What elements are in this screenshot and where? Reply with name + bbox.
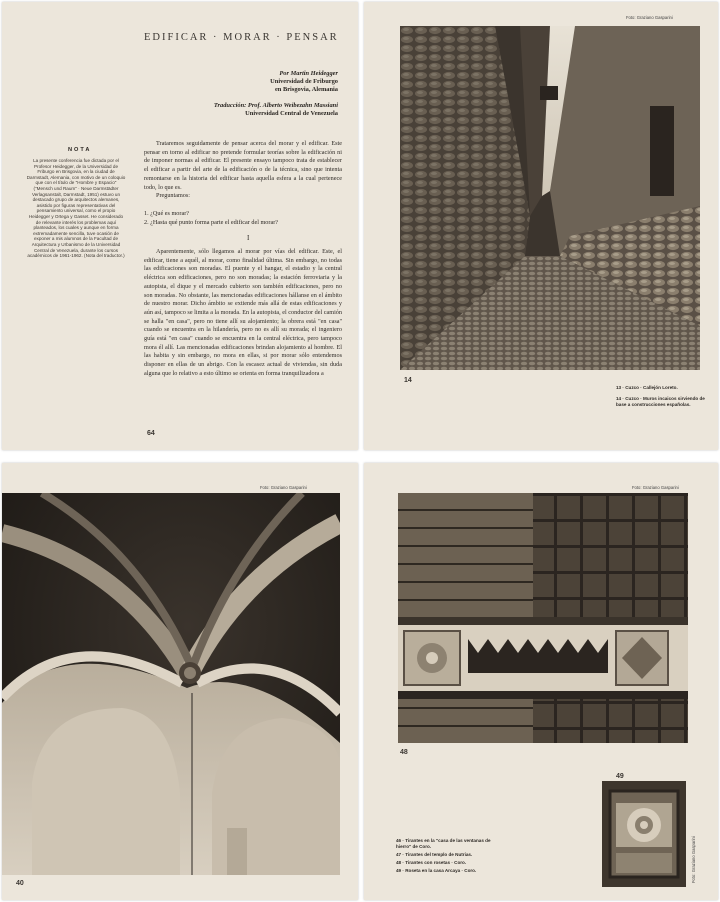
translator-name: Traducción: Prof. Alberto Weibezahn Massiani [213,102,338,109]
roseta-image [602,781,686,887]
page-64 [2,2,358,450]
note-heading: NOTA [68,147,92,153]
figure-number: 14 [404,377,412,384]
vaulted-ceiling-photo [2,493,340,875]
body-paragraph [144,248,342,379]
caption-14: 14 · Cuzco · Muros incaicos sirviendo de base a construcciones españolas. [616,396,705,407]
caption-13: 13 · Cuzco · Callejón Loreto. [616,385,678,390]
section-numeral: I [247,234,250,242]
photo-credit: Foto: Graziano Gasparini [260,485,307,490]
translator-block [214,102,338,118]
cuzco-alley-photo [400,26,700,370]
body-text: Aparentemente, sólo llegamos al morar por vías del edificar. Este, el edificar, tiene a aquél, al morar, como finalidad última. Sin embargo, no todas las edificaciones son moradas. El puente y el hangar, el estadio y la central eléctrica son edificaciones, pero no son moradas; la estación ferroviaria y la autopista, el dique y el mercado cubierto son también edificaciones, pero no son moradas. No obstante, las mencionadas edificaciones hállanse en el ámbito de nuestro morar. Dicho ámbito se extiende más allá de estas edificaciones y aún así, tampoco se limita a la morada. En la autopista, el conductor del camión se halla "en casa", pero no tiene allí su alojamiento; la obrera está "en casa" cuando se encuentra en la hilandería, pero no es allí su morada; el ingeniero guía está "en casa" cuando se encuentra en la central eléctrica, pero tampoco mora él allí. Las mencionadas edificaciones brindan alojamiento al hombre. El las habita y sin embargo, no mora en ellas, si por morar sólo entendemos disponer en ellas de un abrigo. Con la escasez actual de viviendas, sin duda alguna que lo relativo a esto último se orienta en forma tranquilizadora a [144,248,342,377]
author-name: Por Martin Heidegger [279,70,338,77]
author-affiliation-2: en Brisgovia, Alemania [274,86,338,93]
translator-note: La presente conferencia fue dictada por el Profesor Heidegger, de la Universidad de Friburgo en Brisgovia, en la ciudad de Darmstadt, Alemania, con motivo de un coloquio que con el título de "Hombre y Espacio" ("Mensch und Raum" · Neue Darmstädter Verlagsanstalt, Darmstadt, 1951) estuvo un destacado grupo de arquitectos alemanes, asistido por figuras representativas del pensamiento universal, como el propio Heidegger y Ortega y Gasset. He considerado de relevante interés los problemas aquí planteados, los cuales y aunque en forma extremadamente sencilla, tuve ocasión de exponer a mis alumnos de la Facultad de Arquitectura y Urbanismo de la Universidad Central de Venezuela, durante los cursos académicos de 1961-1962. (Nota del traductor.) [26,158,126,259]
article-title: EDIFICAR · MORAR · PENSAR [144,32,339,43]
caption-49: 49 · Roseta en la casa Arcaya · Coro. [396,868,477,873]
tie-beams-image [398,493,688,743]
photo-credit: Foto: Graziano Gasparini [632,485,679,490]
figure-number-49: 49 [616,773,624,780]
intro-text: Trataremos seguidamente de pensar acerca del morar y el edificar. Este pensar en torno al edificar no pretende formular teorías sobre la edificación ni de imponer normas al edificar. El presente ensayo tampoco trata de establecer el edificar a partir del arte de la edificación o de la técnica, sino que intenta remontarse en la historia del edificar hasta aquella esfera a la cual pertenece todo, lo que es. [144,140,342,191]
author-affiliation-1: Universidad de Friburgo [270,78,338,85]
caption-48: 48 · Tirantes con rosetas · Coro. [396,860,467,865]
preguntamos-text: Preguntamos: [156,192,191,200]
page-number: 40 [16,880,24,887]
page-number: 64 [147,430,155,437]
author-block [270,70,338,94]
question-1: 1. ¿Qué es morar? [144,210,190,217]
page-40 [2,463,358,900]
roseta-photo [602,781,686,887]
page-14 [364,2,718,450]
page-48 [364,463,718,900]
caption-46: 46 · Tirantes en la "casa de las ventanas de hierro" de Coro. [396,838,491,849]
vaulted-ceiling-image [2,493,340,875]
figure-number-48: 48 [400,749,408,756]
side-photo-credit: Foto: Graziano Gasparini [691,836,696,883]
question-2: 2. ¿Hasta qué punto forma parte el edificar del morar? [144,219,279,226]
photo-credit: Foto: Graziano Gasparini [626,15,673,20]
cuzco-alley-image [400,26,700,370]
translator-affiliation: Universidad Central de Venezuela [245,110,338,117]
tie-beams-photo [398,493,688,743]
caption-47: 47 · Tirantes del templo de Nutrias. [396,852,473,857]
intro-paragraph [144,140,342,201]
